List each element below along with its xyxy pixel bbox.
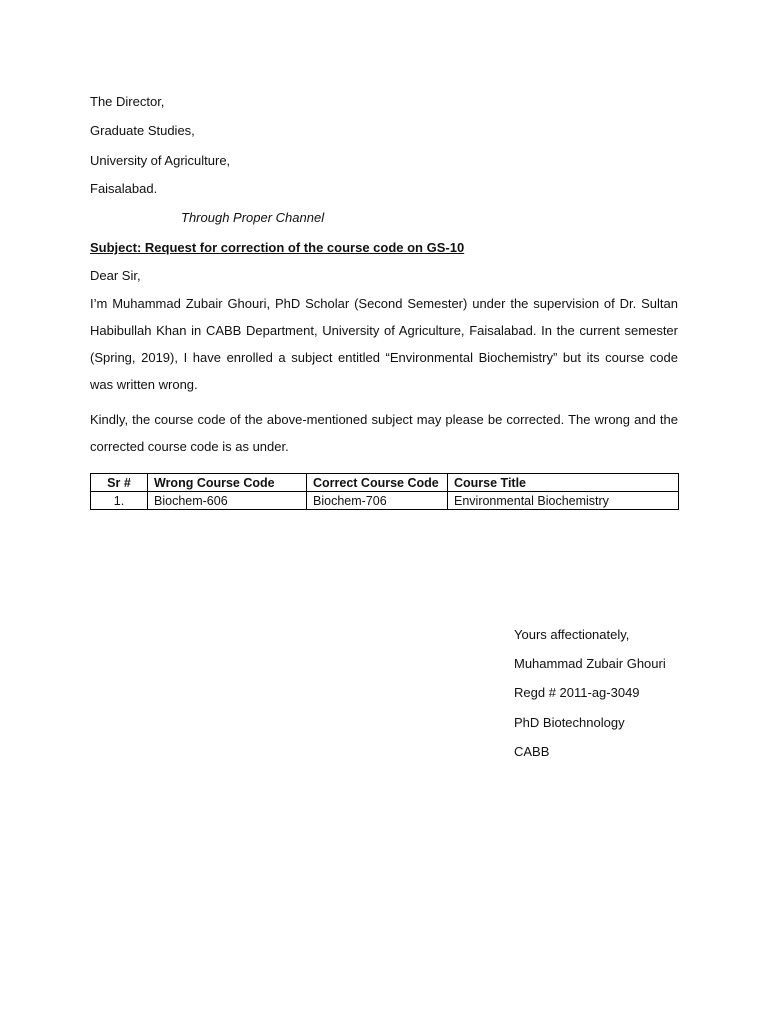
recipient-city: Faisalabad.	[90, 181, 158, 196]
signature-regd: Regd # 2011-ag-3049	[514, 685, 640, 700]
header-wrong-code: Wrong Course Code	[148, 474, 307, 492]
header-sr: Sr #	[91, 474, 148, 492]
signature-dept: CABB	[514, 744, 550, 759]
course-code-table	[90, 473, 679, 510]
table-header-row	[91, 474, 679, 492]
signature-closing: Yours affectionately,	[514, 627, 630, 642]
subject-line: Subject: Request for correction of the course code on GS-10	[90, 240, 465, 255]
salutation: Dear Sir,	[90, 268, 141, 283]
recipient-title: The Director,	[90, 94, 165, 109]
header-course-title: Course Title	[448, 474, 679, 492]
cell-correct-code: Biochem-706	[307, 492, 448, 510]
body-paragraph-2: Kindly, the course code of the above-mentioned subject may please be corrected. The wrong and the corrected course code is as under.	[90, 412, 678, 454]
channel-note: Through Proper Channel	[181, 210, 325, 225]
recipient-office: Graduate Studies,	[90, 123, 195, 138]
table-row	[91, 492, 679, 510]
body-paragraph-1: I’m Muhammad Zubair Ghouri, PhD Scholar (Second Semester) under the supervision of Dr. Sultan Habibullah Khan in CABB Department, University of Agriculture, Faisalabad. In the current semester (Spring, 2019), I have enrolled a subject entitled “Environmental Biochemistry” but its course code was written wrong.	[90, 296, 678, 392]
signature-program: PhD Biotechnology	[514, 715, 625, 730]
recipient-university: University of Agriculture,	[90, 153, 231, 168]
cell-wrong-code: Biochem-606	[148, 492, 307, 510]
signature-name: Muhammad Zubair Ghouri	[514, 656, 666, 671]
cell-course-title: Environmental Biochemistry	[448, 492, 679, 510]
header-correct-code: Correct Course Code	[307, 474, 448, 492]
cell-sr: 1.	[91, 492, 148, 510]
